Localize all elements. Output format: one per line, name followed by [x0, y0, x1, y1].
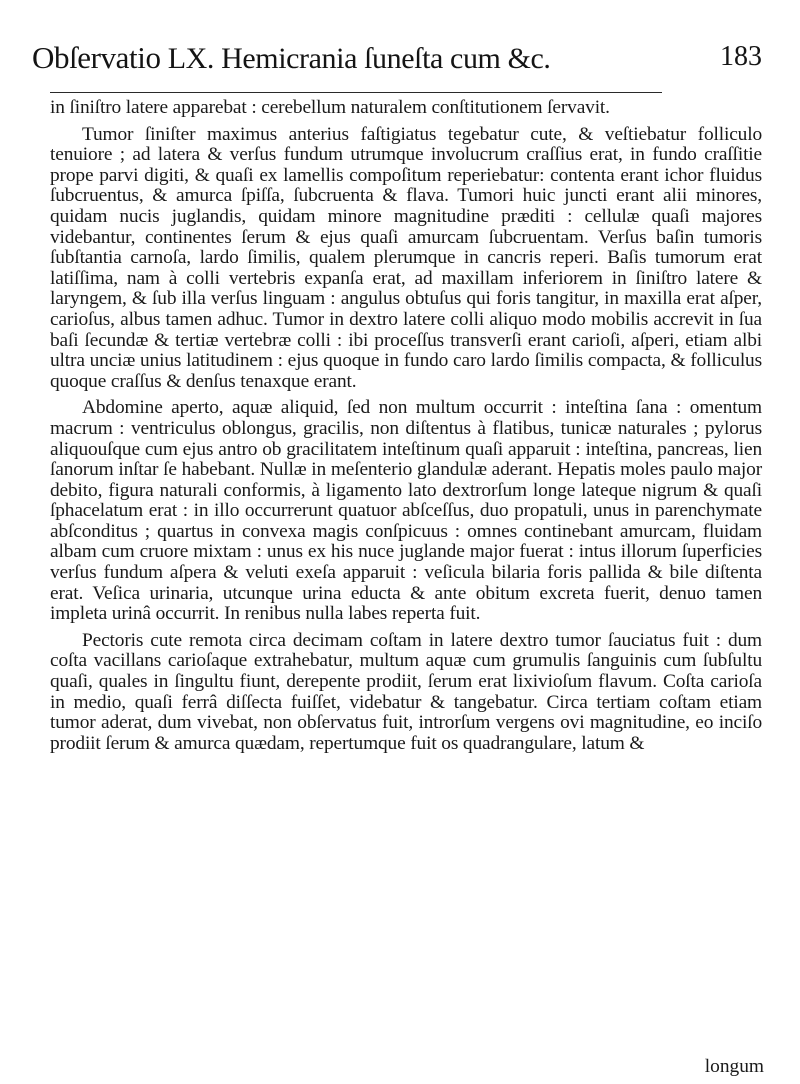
header-rule: [50, 92, 662, 93]
page-number: 183: [720, 41, 762, 72]
paragraph-abdomen: Abdomine aperto, aquæ aliquid, ſed non multum occurrit : inteſtina ſana : omentum macrum : ventriculus oblongus, gracilis, non diſtentus à flatibus, tunicæ naturales ; pylorus aliquouſque cum ejus antro ob gracilitatem inteſtinum quaſi apparuit : inteſtina, pancreas, lien ſanorum inſtar ſe habebant. Nullæ in meſenterio glandulæ aderant. Hepatis moles paulo major debito, figura naturali conformis, à ligamento lato dextrorſum longe lateque nigrum & quaſi ſphacelatum erat : in illo occurrerunt quatuor abſceſſus, duo propatuli, unus in parenchymate abſconditus ; quartus in convexa magis conſpicuus : omnes continebant amurcam, fluidam albam cum cruore mixtam : unus ex his nuce juglande major fuerat : intus illorum ſuperficies verſus fundum aſpera & veluti exeſa apparuit : veſicula bilaria foris pallida & bile diſtenta erat. Veſica urinaria, utcunque urina educta & ante obitum excreta fuerit, denuo tamen impleta urinâ occurrit. In renibus nulla labes reperta fuit.: [50, 397, 762, 625]
running-head-subject: LX. Hemicrania ſuneſta cum &c.: [167, 42, 551, 75]
body-text: [50, 98, 762, 760]
paragraph-continuation: in ſiniſtro latere apparebat : cerebellum naturalem conſtitutionem ſervavit.: [50, 97, 610, 118]
running-head-title: [32, 40, 551, 76]
paragraph-pectus: Pectoris cute remota circa decimam coſtam in latere dextro tumor ſauciatus fuit : dum coſta vacillans carioſaque extrahebatur, multum aquæ cum grumulis ſanguinis cum ſubſultu quaſi, quales in ſingultu fiunt, derepente prodiit, ſerum erat lixivioſum flavum. Coſta carioſa in medio, quaſi ferrâ diſſecta fuiſſet, videbatur & tangebatur. Circa tertiam coſtam etiam tumor aderat, dum vivebat, non obſervatus fuit, introrſum vergens ovi magnitudine, eo inciſo prodiit ſerum & amurca quædam, repertumque fuit os quadrangulare, latum &: [50, 629, 762, 754]
paragraph-tumor: Tumor ſiniſter maximus anterius faſtigiatus tegebatur cute, & veſtiebatur folliculo tenuiore ; ad latera & verſus fundum utrumque involucrum craſſius erat, in fundo craſſitie prope parvi digiti, & quaſi ex lamellis compoſitum reperiebatur: contenta erant ichor fluidus ſubcruentus, & amurca ſpiſſa, ſubcruenta & flava. Tumori huic juncti erant alii minores, quidam nucis juglandis, quidam minore magnitudine præditi : cellulæ quaſi majores videbantur, continentes ſerum & ejus quaſi amurcam ſubcruentam. Verſus baſin tumoris ſubſtantia carnoſa, lardo ſimilis, qualem plerumque in cancris reperi. Baſis tumorum erat latiſſima, nam à colli vertebris expanſa erat, ad maxillam inferiorem in ſiniſtro latere & laryngem, & ſub illa verſus linguam : angulus obtuſus qui foris tangitur, in maxilla erat aſper, carioſus, albus tamen adhuc. Tumor in dextro latere colli aliquo modo mobilis accrevit in ſua baſi ſecundæ & tertiæ vertebræ colli : ibi proceſſus transverſi erant carioſi, aſperi, etiam albi ultra unciæ unius latitudinem : ejus quoque in fundo caro lardo ſimilis compacta, & folliculus quoque craſſus & denſus tenaxque erant.: [50, 123, 762, 392]
running-head-observatio: Obſervatio: [32, 40, 161, 75]
running-head: [32, 40, 762, 84]
catchword: longum: [704, 1056, 764, 1077]
